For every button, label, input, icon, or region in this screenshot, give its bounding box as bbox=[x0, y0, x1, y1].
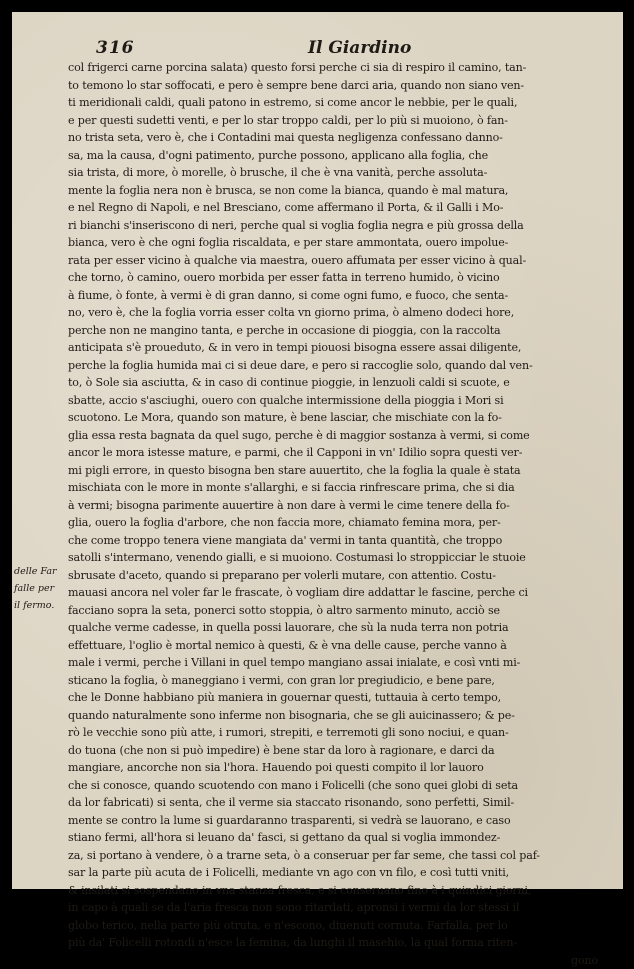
text-line: & insilati si sospendano in vna stanza fresca, e si conseruano fino à i quindici giorni, bbox=[68, 882, 620, 900]
text-line: quando naturalmente sono inferme non bisognaria, che se gli auicinassero; & pe- bbox=[68, 707, 620, 725]
text-line: stiano fermi, all'hora si leuano da' fasci, si gettano da qual si voglia immondez- bbox=[68, 829, 620, 847]
text-line: do tuona (che non si può impedire) è bene star da loro à ragionare, e darci da bbox=[68, 742, 620, 760]
text-line: ti meridionali caldi, quali patono in estremo, si come ancor le nebbie, per le quali, bbox=[68, 94, 620, 112]
text-line: perche la foglia humida mai ci si deue dare, e pero si raccoglie solo, quando dal ven- bbox=[68, 357, 620, 375]
text-line: facciano sopra la seta, ponerci sotto stoppia, ò altro sarmento minuto, acciò se bbox=[68, 602, 620, 620]
text-line: sar la parte più acuta de i Folicelli, mediante vn ago con vn filo, e così tutti vniti, bbox=[68, 864, 620, 882]
text-line: che come troppo tenera viene mangiata da' vermi in tanta quantità, che troppo bbox=[68, 532, 620, 550]
margin-note bbox=[14, 563, 66, 614]
text-line: satolli s'intermano, venendo gialli, e si muoiono. Costumasi lo stroppicciar le stuoie bbox=[68, 549, 620, 567]
text-line: sa, ma la causa, d'ogni patimento, purche possono, applicano alla foglia, che bbox=[68, 147, 620, 165]
text-line: che si conosce, quando scuotendo con mano i Folicelli (che sono quei globi di seta bbox=[68, 777, 620, 795]
text-line: sbatte, accio s'asciughi, ouero con qualche intermissione della pioggia i Mori si bbox=[68, 392, 620, 410]
text-line: à vermi; bisogna parimente auuertire à non dare à vermi le cime tenere della fo- bbox=[68, 497, 620, 515]
margin-note-line: falle per bbox=[14, 580, 66, 597]
text-line: scuotono. Le Mora, quando son mature, è bene lasciar, che mischiate con la fo- bbox=[68, 409, 620, 427]
text-line: rata per esser vicino à qualche via maestra, ouero affumata per esser vicino à qual- bbox=[68, 252, 620, 270]
text-line: globo terico, nella parte più otruta, e n'escono, diuenuti cornuta. Farfalla, per lo bbox=[68, 917, 620, 935]
text-line: qualche verme cadesse, in quella possi lauorare, che sù la nuda terra non potria bbox=[68, 619, 620, 637]
text-line: effettuare, l'oglio è mortal nemico à questi, & è vna delle cause, perche vanno à bbox=[68, 637, 620, 655]
text-line: che torno, ò camino, ouero morbida per esser fatta in terreno humido, ò vicino bbox=[68, 269, 620, 287]
text-line: mi pigli errore, in questo bisogna ben stare auuertito, che la foglia la quale è stata bbox=[68, 462, 620, 480]
text-line: perche non ne mangino tanta, e perche in occasione di pioggia, con la raccolta bbox=[68, 322, 620, 340]
text-line: mauasi ancora nel voler far le frascate, ò vogliam dire addattar le fascine, perche ci bbox=[68, 584, 620, 602]
catchword: gono bbox=[68, 952, 620, 969]
text-line: in capo à quali se da l'aria fresca non sono ritardati, apronsi i vermi da lor stessi il bbox=[68, 899, 620, 917]
text-line: to temono lo star soffocati, e pero è sempre bene darci aria, quando non siano ven- bbox=[68, 77, 620, 95]
page-header bbox=[96, 38, 596, 60]
text-line: sia trista, di more, ò morelle, ò brusche, il che è vna vanità, perche assoluta- bbox=[68, 164, 620, 182]
running-title: Il Giardino bbox=[308, 38, 411, 58]
margin-note-line: delle Far bbox=[14, 563, 66, 580]
text-line: à fiume, ò fonte, à vermi è di gran danno, si come ogni fumo, e fuoco, che senta- bbox=[68, 287, 620, 305]
text-line: col frigerci carne porcina salata) questo forsi perche ci sia di respiro il camino, tan- bbox=[68, 59, 620, 77]
page-number: 316 bbox=[96, 38, 135, 58]
text-line: e nel Regno di Napoli, e nel Bresciano, come affermano il Porta, & il Galli i Mo- bbox=[68, 199, 620, 217]
text-line: più da' Folicelli rotondi n'esce la femina, da lunghi il masehio, la qual forma riten- bbox=[68, 934, 620, 952]
body-text bbox=[68, 59, 620, 969]
text-line: sticano la foglia, ò maneggiano i vermi, con gran lor pregiudicio, e bene pare, bbox=[68, 672, 620, 690]
text-line: to, ò Sole sia asciutta, & in caso di continue pioggie, in lenzuoli caldi si scuote, e bbox=[68, 374, 620, 392]
margin-note-line: il fermo. bbox=[14, 597, 66, 614]
text-line: no trista seta, vero è, che i Contadini mai questa negligenza confessano danno- bbox=[68, 129, 620, 147]
text-line: ancor le mora istesse mature, e parmi, che il Capponi in vn' Idilio sopra questi ver- bbox=[68, 444, 620, 462]
text-line: da lor fabricati) si senta, che il verme sia staccato risonando, sono perfetti, Simil- bbox=[68, 794, 620, 812]
book-page bbox=[12, 12, 623, 889]
text-line: mischiata con le more in monte s'allarghi, e si faccia rinfrescare prima, che si dia bbox=[68, 479, 620, 497]
text-line: male i vermi, perche i Villani in quel tempo mangiano assai inialate, e così vnti mi- bbox=[68, 654, 620, 672]
text-line: ri bianchi s'inseriscono di neri, perche qual si voglia foglia negra e più grossa della bbox=[68, 217, 620, 235]
text-line: no, vero è, che la foglia vorria esser colta vn giorno prima, ò almeno dodeci hore, bbox=[68, 304, 620, 322]
text-line: anticipata s'è proueduto, & in vero in tempi piouosi bisogna essere assai diligente, bbox=[68, 339, 620, 357]
text-line: mente se contro la lume si guardaranno trasparenti, si vedrà se lauorano, e caso bbox=[68, 812, 620, 830]
text-line: mente la foglia nera non è brusca, se non come la bianca, quando è mal matura, bbox=[68, 182, 620, 200]
text-line: rò le vecchie sono più atte, i rumori, strepiti, e terremoti gli sono nociui, e quan- bbox=[68, 724, 620, 742]
text-line: glia, ouero la foglia d'arbore, che non faccia more, chiamato femina mora, per- bbox=[68, 514, 620, 532]
text-line: mangiare, ancorche non sia l'hora. Hauendo poi questi compito il lor lauoro bbox=[68, 759, 620, 777]
text-line: sbrusate d'aceto, quando si preparano per volerli mutare, con attentio. Costu- bbox=[68, 567, 620, 585]
text-line: glia essa resta bagnata da quel sugo, perche è di maggior sostanza à vermi, si come bbox=[68, 427, 620, 445]
text-line: e per questi sudetti venti, e per lo star troppo caldi, per lo più si muoiono, ò fan- bbox=[68, 112, 620, 130]
text-line: che le Donne habbiano più maniera in gouernar questi, tuttauia à certo tempo, bbox=[68, 689, 620, 707]
text-line: bianca, vero è che ogni foglia riscaldata, e per stare ammontata, ouero impolue- bbox=[68, 234, 620, 252]
text-line: za, si portano à vendere, ò a trarne seta, ò a conseruar per far seme, che tassi col paf- bbox=[68, 847, 620, 865]
